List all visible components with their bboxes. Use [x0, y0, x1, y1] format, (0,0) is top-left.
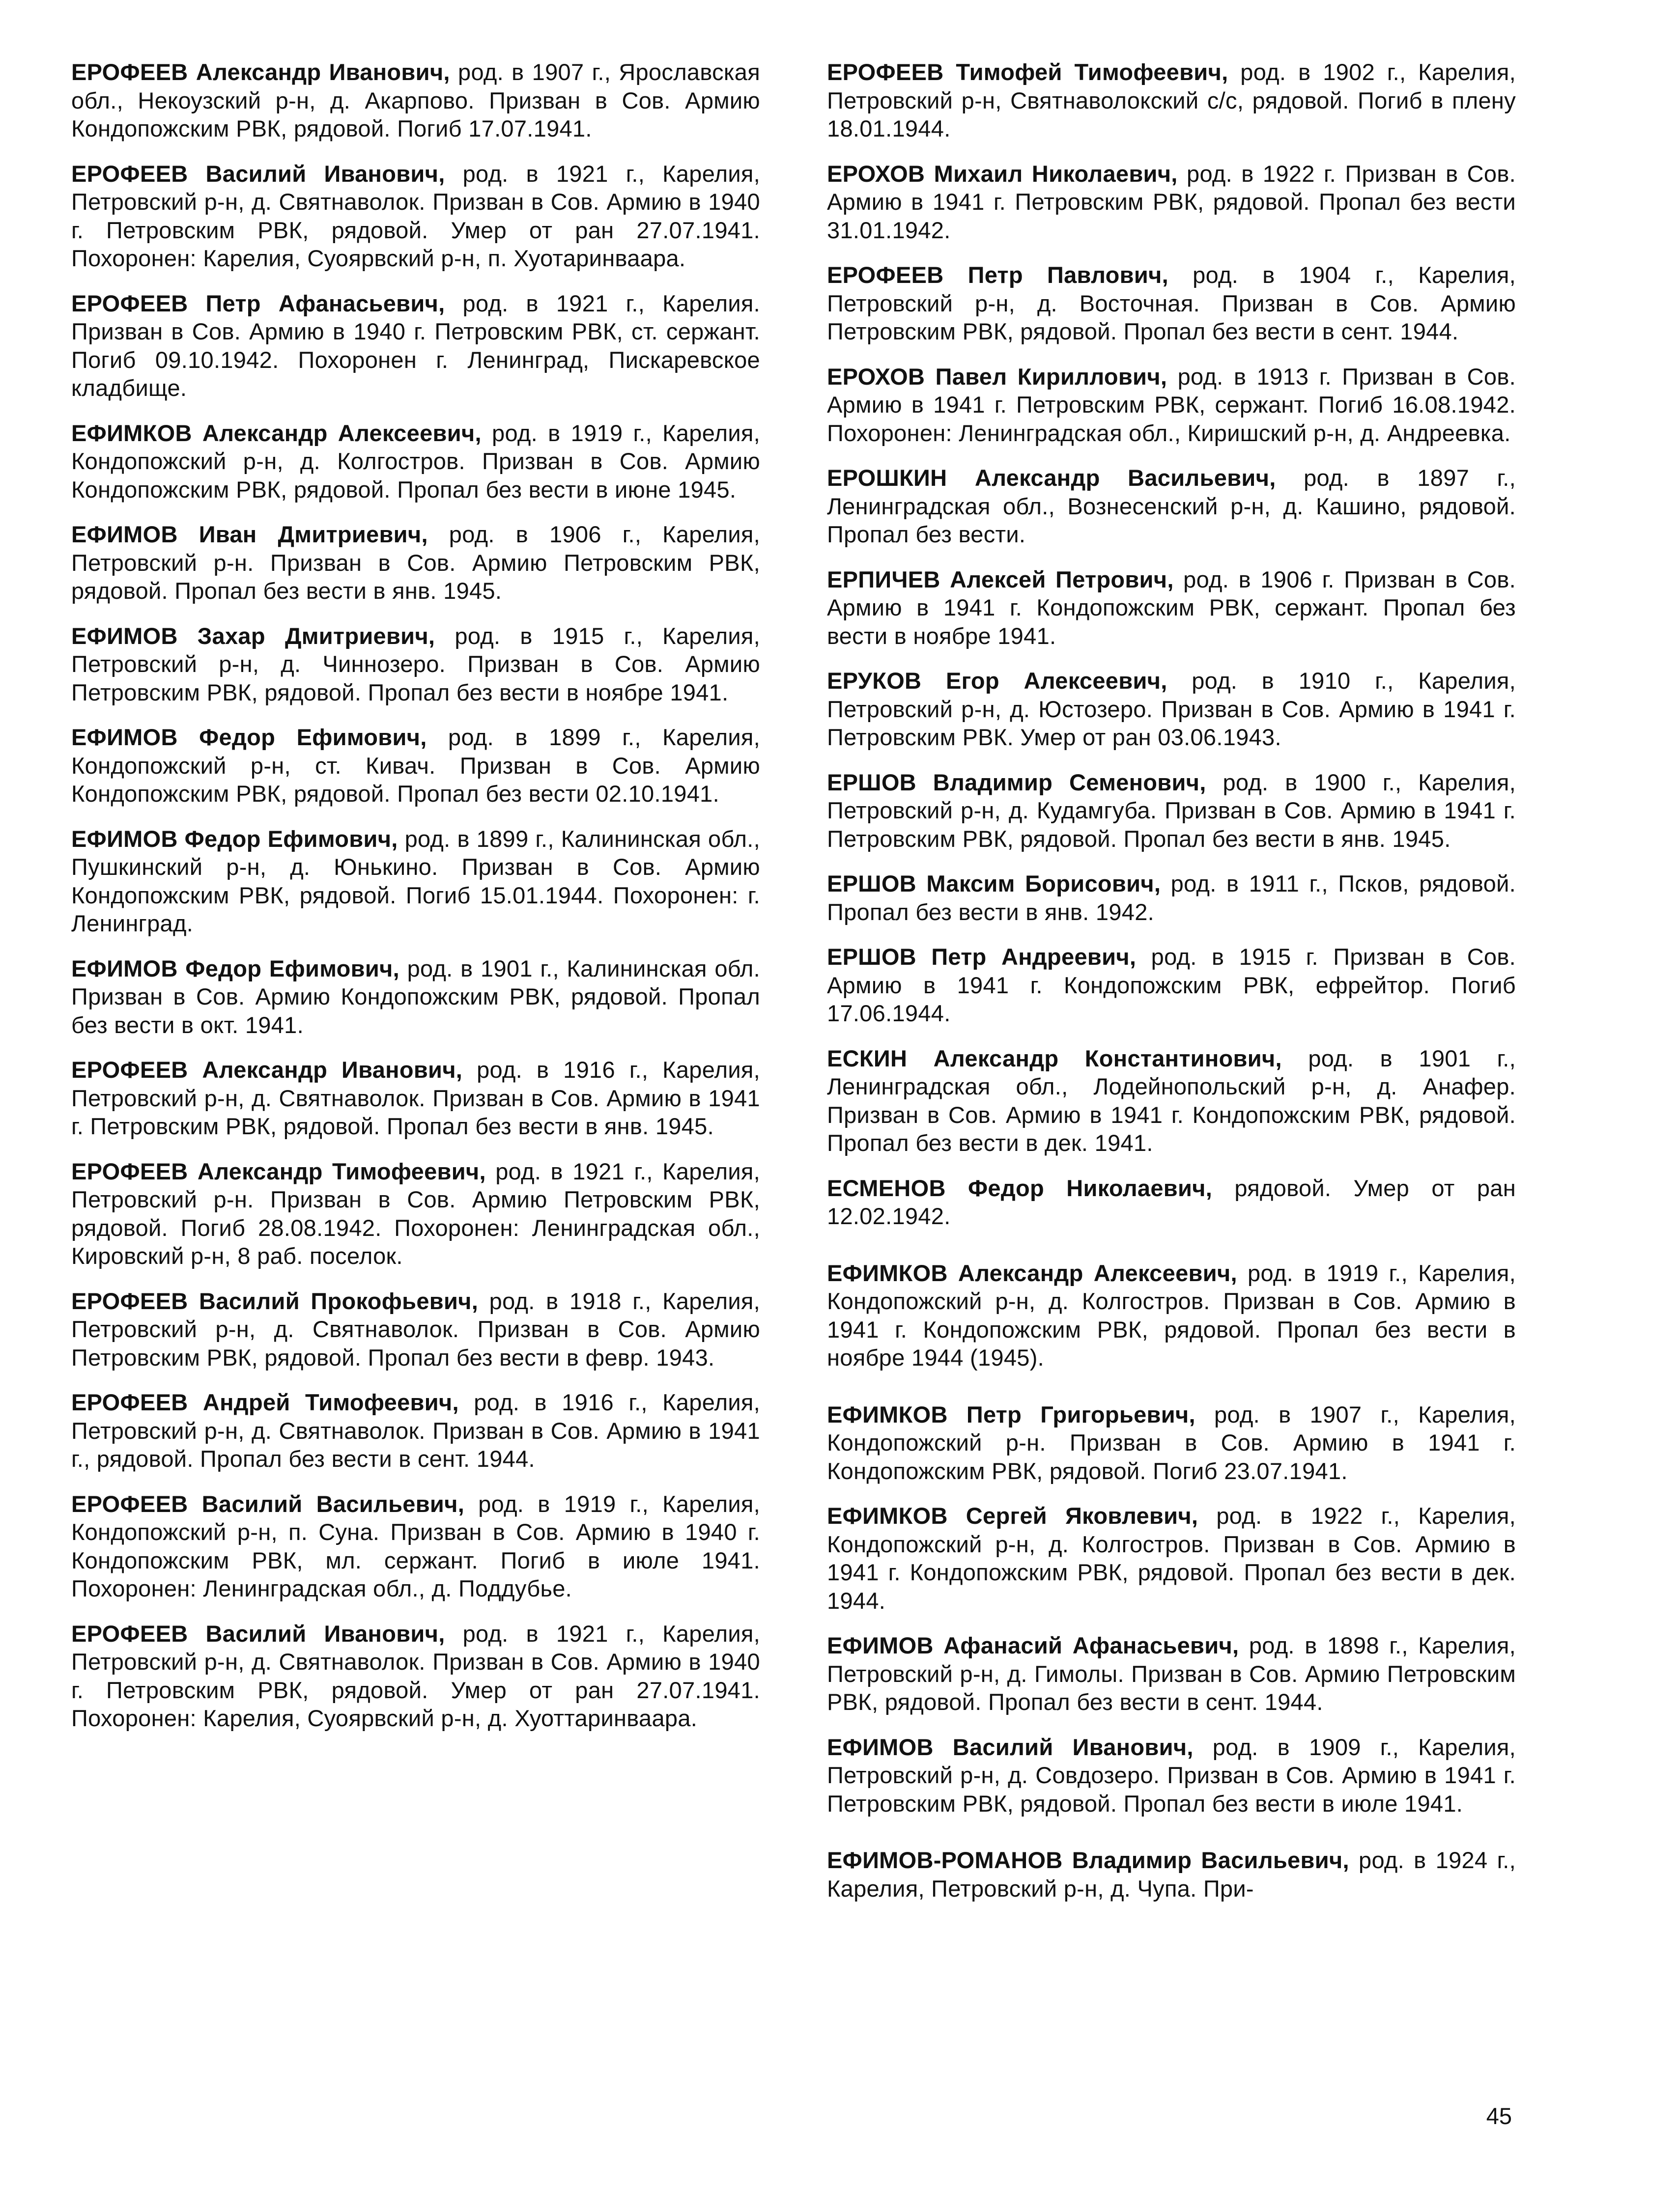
list-item: [71, 1056, 760, 1141]
entry-text: род. в 1915 г. Призван в Сов. Армию в 1941 г. Кондопожским РВК, ефрейтор. Погиб 17.06.1944.: [827, 944, 1516, 1026]
entry-name: ЕРОФЕЕВ Александр Иванович,: [71, 59, 450, 85]
entry-name: ЕРОФЕЕВ Василий Прокофьевич,: [71, 1288, 479, 1314]
entry-name: ЕФИМОВ Иван Дмитриевич,: [71, 521, 428, 547]
list-item: [71, 1157, 760, 1270]
entry-name: ЕРОФЕЕВ Андрей Тимофеевич,: [71, 1389, 459, 1415]
list-item: [71, 419, 760, 504]
entry-text: род. в 1902 г., Карелия, Петровский р-н, Святнаволокский с/с, рядовой. Погиб в плену 18.01.1944.: [827, 59, 1516, 141]
entry-text: род. в 1897 г., Ленинградская обл., Вознесенский р-н, д. Кашино, рядовой. Пропал без вести.: [827, 465, 1516, 547]
entry-text: род. в 1906 г., Карелия, Петровский р-н. Призван в Сов. Армию Петровским РВК, рядовой. Пропал без вести в янв. 1945.: [71, 521, 760, 604]
list-item: [827, 261, 1516, 346]
entry-text: род. в 1921 г., Карелия, Петровский р-н, д. Святнаволок. Призван в Сов. Армию в 1940 г. Петровским РВК, рядовой. Умер от ран 27.07.1941. Похоронен: Карелия, Суоярвский р-н, д. Хуоттаринваара.: [71, 1620, 760, 1731]
list-item: [71, 289, 760, 402]
list-item: [71, 1388, 760, 1473]
entry-name: ЕФИМКОВ Петр Григорьевич,: [827, 1401, 1195, 1428]
entry-text: род. в 1915 г., Карелия, Петровский р-н, д. Чиннозеро. Призван в Сов. Армию Петровским РВК, рядовой. Пропал без вести в ноябре 1941.: [71, 622, 760, 705]
entry-name: ЕРУКОВ Егор Алексеевич,: [827, 668, 1167, 694]
entry-name: ЕФИМОВ Федор Ефимович,: [71, 724, 427, 750]
entry-name: ЕРОХОВ Павел Кириллович,: [827, 363, 1167, 390]
entry-text: род. в 1909 г., Карелия, Петровский р-н, д. Совдозеро. Призван в Сов. Армию в 1941 г. Петровским РВК, рядовой. Пропал без вести в июле 1941.: [827, 1734, 1516, 1817]
entry-text: род. в 1910 г., Карелия, Петровский р-н, д. Юстозеро. Призван в Сов. Армию в 1941 г. Петровским РВК. Умер от ран 03.06.1943.: [827, 668, 1516, 750]
entry-text: род. в 1913 г. Призван в Сов. Армию в 1941 г. Петровским РВК, сержант. Погиб 16.08.1942. Похоронен: Ленинградская обл., Киришский р-н, д. Андреевка.: [827, 363, 1516, 446]
entry-name: ЕРОФЕЕВ Александр Иванович,: [71, 1057, 463, 1083]
entry-name: ЕФИМОВ Василий Иванович,: [827, 1734, 1194, 1760]
right-column: [827, 58, 1516, 1919]
list-item: [827, 667, 1516, 752]
list-item: [71, 1490, 760, 1603]
list-item: [71, 160, 760, 273]
list-item: [827, 1400, 1516, 1485]
list-item: [71, 1620, 760, 1733]
entry-name: ЕРОШКИН Александр Васильевич,: [827, 465, 1276, 491]
entry-name: ЕРОФЕЕВ Василий Иванович,: [71, 160, 445, 187]
list-item: [827, 160, 1516, 245]
list-item: [827, 58, 1516, 143]
entry-name: ЕРОФЕЕВ Петр Павлович,: [827, 262, 1169, 288]
entry-text: род. в 1904 г., Карелия, Петровский р-н, д. Восточная. Призван в Сов. Армию Петровским РВК, рядовой. Пропал без вести в сент. 1944.: [827, 262, 1516, 344]
entry-text: род. в 1922 г. Призван в Сов. Армию в 1941 г. Петровским РВК, рядовой. Пропал без вести 31.01.1942.: [827, 160, 1516, 243]
list-item: [827, 1502, 1516, 1615]
entry-text: род. в 1900 г., Карелия, Петровский р-н, д. Кудамгуба. Призван в Сов. Армию в 1941 г. Петровским РВК, рядовой. Пропал без вести в янв. 1945.: [827, 769, 1516, 852]
entry-name: ЕРПИЧЕВ Алексей Петрович,: [827, 566, 1174, 592]
entry-text: род. в 1916 г., Карелия, Петровский р-н, д. Святнаволок. Призван в Сов. Армию в 1941 г., рядовой. Пропал без вести в сент. 1944.: [71, 1389, 760, 1472]
entry-text: род. в 1919 г., Карелия, Кондопожский р-н, п. Суна. Призван в Сов. Армию в 1940 г. Кондопожским РВК, мл. сержант. Погиб в июле 1941. Похоронен: Ленинградская обл., д. Поддубье.: [71, 1490, 760, 1601]
list-item: [827, 1044, 1516, 1157]
entry-text: род. в 1919 г., Карелия, Кондопожский р-н, д. Колгостров. Призван в Сов. Армию в 1941 г. Кондопожским РВК, рядовой. Пропал без вести в ноябре 1944 (1945).: [827, 1260, 1516, 1371]
entry-name: ЕРОФЕЕВ Василий Иванович,: [71, 1620, 445, 1647]
entry-name: ЕФИМОВ-РОМАНОВ Владимир Васильевич,: [827, 1847, 1349, 1873]
entry-name: ЕФИМКОВ Александр Алексеевич,: [827, 1260, 1237, 1286]
entry-text: род. в 1919 г., Карелия, Кондопожский р-н, д. Колгостров. Призван в Сов. Армию Кондопожским РВК, рядовой. Пропал без вести в июне 1945.: [71, 420, 760, 503]
entry-text: род. в 1921 г., Карелия. Призван в Сов. Армию в 1940 г. Петровским РВК, ст. сержант. Погиб 09.10.1942. Похоронен г. Ленинград, Пискаревское кладбище.: [71, 290, 760, 401]
entry-text: род. в 1916 г., Карелия, Петровский р-н, д. Святнаволок. Призван в Сов. Армию в 1941 г. Петровским РВК, рядовой. Пропал без вести в янв. 1945.: [71, 1057, 760, 1139]
entry-text: род. в 1899 г., Калининская обл., Пушкинский р-н, д. Юнькино. Призван в Сов. Армию Кондопожским РВК, рядовой. Погиб 15.01.1944. Похоронен: г. Ленинград.: [71, 825, 760, 936]
list-item: [71, 723, 760, 808]
entry-text: род. в 1898 г., Карелия, Петровский р-н, д. Гимолы. Призван в Сов. Армию Петровским РВК, рядовой. Пропал без вести в сент. 1944.: [827, 1632, 1516, 1715]
list-item: [71, 58, 760, 143]
list-item: [827, 363, 1516, 448]
entry-text: род. в 1906 г. Призван в Сов. Армию в 1941 г. Кондопожским РВК, сержант. Пропал без вести в ноябре 1941.: [827, 566, 1516, 649]
entry-text: род. в 1924 г., Карелия, Петровский р-н, д. Чупа. При-: [827, 1847, 1516, 1902]
document-page: [71, 58, 1527, 2131]
list-item: [71, 1287, 760, 1372]
list-item: [827, 464, 1516, 549]
entry-name: ЕФИМОВ Захар Дмитриевич,: [71, 622, 435, 649]
entry-name: ЕФИМКОВ Сергей Яковлевич,: [827, 1503, 1198, 1529]
list-item: [71, 622, 760, 707]
entry-name: ЕСМЕНОВ Федор Николаевич,: [827, 1175, 1213, 1201]
entry-name: ЕФИМОВ Федор Ефимович,: [71, 955, 399, 981]
entry-text: род. в 1901 г., Калининская обл. Призван в Сов. Армию Кондопожским РВК, рядовой. Пропал без вести в окт. 1941.: [71, 955, 760, 1038]
entry-name: ЕРОФЕЕВ Петр Афанасьевич,: [71, 290, 445, 316]
entry-name: ЕСКИН Александр Константинович,: [827, 1045, 1282, 1071]
entry-name: ЕРШОВ Владимир Семенович,: [827, 769, 1206, 795]
entry-name: ЕРШОВ Петр Андреевич,: [827, 944, 1137, 970]
list-item: [827, 1733, 1516, 1818]
entry-name: ЕФИМОВ Федор Ефимович,: [71, 825, 398, 852]
list-item: [827, 1631, 1516, 1716]
entry-text: род. в 1918 г., Карелия, Петровский р-н, д. Святнаволок. Призван в Сов. Армию Петровским РВК, рядовой. Пропал без вести в февр. 1943.: [71, 1288, 760, 1371]
entry-text: род. в 1921 г., Карелия, Петровский р-н, д. Святнаволок. Призван в Сов. Армию в 1940 г. Петровским РВК, рядовой. Умер от ран 27.07.1941. Похоронен: Карелия, Суоярвский р-н, п. Хуотаринваара.: [71, 160, 760, 271]
list-item: [827, 768, 1516, 853]
left-column: [71, 58, 760, 1749]
entry-text: род. в 1907 г., Карелия, Кондопожский р-н. Призван в Сов. Армию в 1941 г. Кондопожским РВК, рядовой. Погиб 23.07.1941.: [827, 1401, 1516, 1484]
list-item: [71, 825, 760, 938]
entry-name: ЕРОФЕЕВ Тимофей Тимофеевич,: [827, 59, 1228, 85]
list-item: [827, 943, 1516, 1028]
list-item: [827, 869, 1516, 926]
list-item: [827, 565, 1516, 650]
entry-text: род. в 1922 г., Карелия, Кондопожский р-н, д. Колгостров. Призван в Сов. Армию в 1941 г. Кондопожским РВК, рядовой. Пропал без вести в дек. 1944.: [827, 1503, 1516, 1614]
entry-text: род. в 1921 г., Карелия, Петровский р-н. Призван в Сов. Армию Петровским РВК, рядовой. Погиб 28.08.1942. Похоронен: Ленинградская обл., Кировский р-н, 8 раб. поселок.: [71, 1158, 760, 1269]
entry-name: ЕРШОВ Максим Борисович,: [827, 870, 1161, 896]
list-item: [827, 1259, 1516, 1372]
entry-name: ЕФИМОВ Афанасий Афанасьевич,: [827, 1632, 1239, 1658]
entry-text: род. в 1901 г., Ленинградская обл., Лодейнопольский р-н, д. Анафер. Призван в Сов. Армию в 1941 г. Кондопожским РВК, рядовой. Пропал без вести в дек. 1941.: [827, 1045, 1516, 1156]
entry-name: ЕРОФЕЕВ Василий Васильевич,: [71, 1490, 465, 1517]
entry-text: род. в 1911 г., Псков, рядовой. Пропал без вести в янв. 1942.: [827, 870, 1516, 925]
page-number: 45: [1486, 2103, 1512, 2129]
entry-text: рядовой. Умер от ран 12.02.1942.: [827, 1175, 1516, 1229]
list-item: [71, 954, 760, 1039]
list-item: [71, 520, 760, 605]
list-item: [827, 1846, 1516, 1903]
entry-name: ЕФИМКОВ Александр Алексеевич,: [71, 420, 482, 446]
list-item: [827, 1174, 1516, 1231]
entry-text: род. в 1899 г., Карелия, Кондопожский р-н, ст. Кивач. Призван в Сов. Армию Кондопожским РВК, рядовой. Пропал без вести 02.10.1941.: [71, 724, 760, 807]
entry-text: род. в 1907 г., Ярославская обл., Некоузский р-н, д. Акарпово. Призван в Сов. Армию Кондопожским РВК, рядовой. Погиб 17.07.1941.: [71, 59, 760, 141]
entry-name: ЕРОФЕЕВ Александр Тимофеевич,: [71, 1158, 486, 1184]
entry-name: ЕРОХОВ Михаил Николаевич,: [827, 160, 1178, 187]
